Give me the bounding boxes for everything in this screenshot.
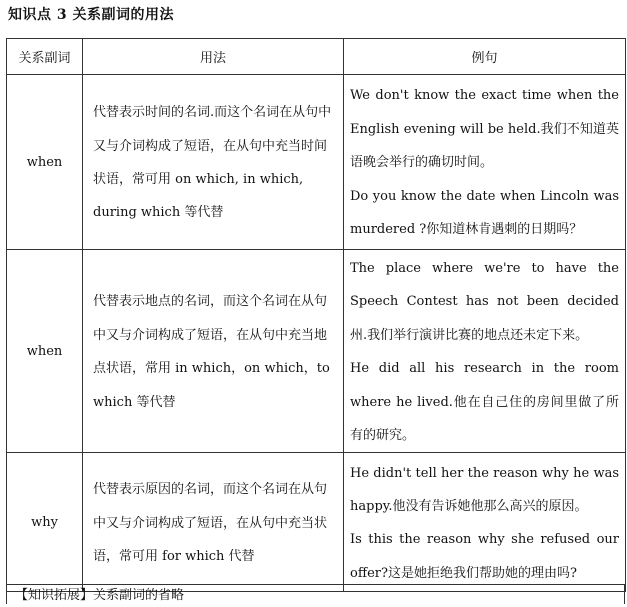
adverb-cell: when [7,75,83,250]
header-example: 例句 [344,39,626,75]
table-row [7,75,626,250]
header-usage: 用法 [83,39,344,75]
example-sentence: The place where we're to have the Speech Contest has not been decided 州.我们举行演讲比赛的地点还未定下来。 [350,261,619,343]
example-sentence: Is this the reason why she refused our offer?这是她拒绝我们帮助她的理由吗? [350,532,619,581]
relative-adverb-table [6,38,626,592]
example-cell [344,250,626,453]
adverb-cell: when [7,250,83,453]
usage-cell: 代替表示地点的名词，而这个名词在从句中又与介词构成了短语，在从句中充当地点状语，常用 in which，on which，to which 等代替 [83,250,344,453]
section-heading: 知识点 3 关系副词的用法 [8,7,174,23]
header-adverb: 关系副词 [7,39,83,75]
example-sentence: He didn't tell her the reason why he was happy.他没有告诉她他那么高兴的原因。 [350,465,619,515]
table-row [7,453,626,592]
table-row [7,250,626,453]
example-sentence: He did all his research in the room where he lived.他在自己住的房间里做了所有的研究。 [350,361,619,444]
usage-cell: 代替表示原因的名词，而这个名词在从句中又与介词构成了短语，在从句中充当状语，常可用 for which 代替 [83,453,344,592]
example-cell [344,75,626,250]
adverb-cell: why [7,453,83,592]
example-sentence: We don't know the exact time when the English evening will be held.我们不知道英语晚会举行的确切时间。 [350,88,619,171]
usage-cell: 代替表示时间的名词.而这个名词在从句中又与介词构成了短语，在从句中充当时间状语，常可用 on which, in which, during which 等代替 [83,75,344,250]
table-header-row [7,39,626,75]
knowledge-extension-heading: 【知识拓展】关系副词的省略 [6,584,625,604]
example-cell [344,453,626,592]
example-sentence: Do you know the date when Lincoln was murdered ?你知道林肯遇刺的日期吗？ [350,188,619,238]
